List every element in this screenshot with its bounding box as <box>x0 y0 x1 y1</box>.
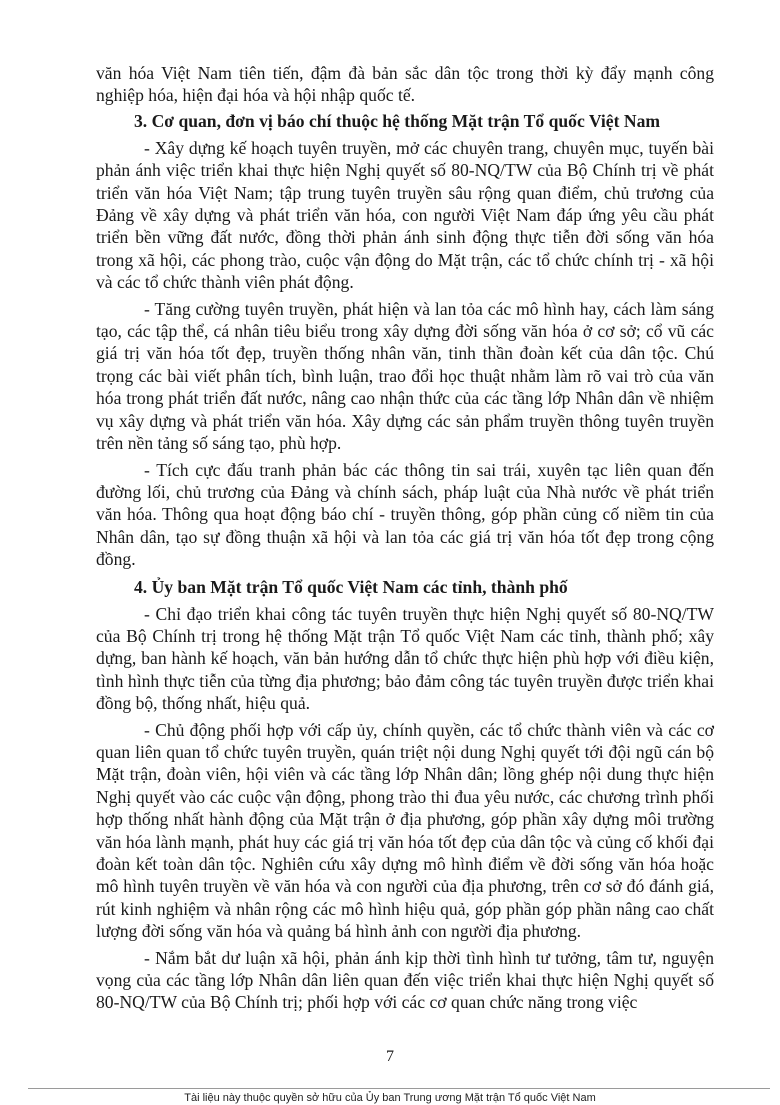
section-3-paragraph-2: - Tăng cường tuyên truyền, phát hiện và lan tỏa các mô hình hay, cách làm sáng tạo, các tập thể, cá nhân tiêu biểu trong xây dựng đời sống văn hóa ở cơ sở; cổ vũ các giá trị văn hóa tốt đẹp, truyền thống nhân văn, tinh thần đoàn kết của dân tộc. Chú trọng các bài viết phân tích, bình luận, trao đổi học thuật nhằm làm rõ vai trò của văn hóa trong phát triển đất nước, nâng cao nhận thức của các tầng lớp Nhân dân về nhiệm vụ xây dựng và phát triển văn hóa. Xây dựng các sản phẩm truyền thông tuyên truyền trên nền tảng số sáng tạo, phù hợp. <box>96 298 714 454</box>
section-3-paragraph-3: - Tích cực đấu tranh phản bác các thông tin sai trái, xuyên tạc liên quan đến đường lối, chủ trương của Đảng và chính sách, pháp luật của Nhà nước về phát triển văn hóa. Thông qua hoạt động báo chí - truyền thông, góp phần củng cố niềm tin của Nhân dân, tạo sự đồng thuận xã hội và lan tỏa các giá trị văn hóa tốt đẹp trong cộng đồng. <box>96 459 714 570</box>
footer-copyright: Tài liệu này thuộc quyền sở hữu của Ủy ban Trung ương Mặt trận Tổ quốc Việt Nam <box>184 1092 596 1104</box>
section-4-paragraph-3: - Nắm bắt dư luận xã hội, phản ánh kịp thời tình hình tư tưởng, tâm tư, nguyện vọng của các tầng lớp Nhân dân liên quan đến việc triển khai thực hiện Nghị quyết số 80-NQ/TW của Bộ Chính trị; phối hợp với các cơ quan chức năng trong việc <box>96 947 714 1013</box>
page-number: 7 <box>386 1048 394 1065</box>
opening-paragraph: văn hóa Việt Nam tiên tiến, đậm đà bản sắc dân tộc trong thời kỳ đẩy mạnh công nghiệp hóa, hiện đại hóa và hội nhập quốc tế. <box>96 63 714 106</box>
section-4-paragraph-2: - Chủ động phối hợp với cấp ủy, chính quyền, các tổ chức thành viên và các cơ quan liên quan tổ chức tuyên truyền, quán triệt nội dung Nghị quyết tới đội ngũ cán bộ Mặt trận, đoàn viên, hội viên và các tầng lớp Nhân dân; lồng ghép nội dung thực hiện Nghị quyết vào các cuộc vận động, phong trào thi đua yêu nước, các chương trình phối hợp thống nhất hành động của Mặt trận ở địa phương, góp phần xây dựng môi trường văn hóa lành mạnh, phát huy các giá trị văn hóa tốt đẹp của dân tộc và củng cố khối đại đoàn kết toàn dân tộc. Nghiên cứu xây dựng mô hình điểm về đời sống văn hóa hoặc mô hình tuyên truyền về văn hóa và con người của địa phương, trên cơ sở đó đánh giá, rút kinh nghiệm và nhân rộng các mô hình hiệu quả, góp phần góp phần nâng cao chất lượng đời sống văn hóa và quảng bá hình ảnh con người địa phương. <box>96 719 714 942</box>
section-3-heading: 3. Cơ quan, đơn vị báo chí thuộc hệ thống Mặt trận Tổ quốc Việt Nam <box>134 110 661 131</box>
section-4-paragraph-1: - Chỉ đạo triển khai công tác tuyên truyền thực hiện Nghị quyết số 80-NQ/TW của Bộ Chính trị trong hệ thống Mặt trận Tổ quốc Việt Nam các tỉnh, thành phố; xây dựng, ban hành kế hoạch, văn bản hướng dẫn tổ chức thực hiện phù hợp với điều kiện, tình hình thực tiễn của từng địa phương; bảo đảm công tác tuyên truyền được triển khai đồng bộ, thống nhất, hiệu quả. <box>96 603 714 714</box>
section-3-paragraph-1: - Xây dựng kế hoạch tuyên truyền, mở các chuyên trang, chuyên mục, tuyến bài phản ánh việc triển khai thực hiện Nghị quyết số 80-NQ/TW của Bộ Chính trị về phát triển văn hóa Việt Nam; tập trung tuyên truyền sâu rộng quan điểm, chủ trương của Đảng về xây dựng và phát triển văn hóa, con người Việt Nam đáp ứng yêu cầu phát triển bền vững đất nước, đồng thời phản ánh sinh động thực tiễn đời sống văn hóa trong xã hội, các phong trào, cuộc vận động do Mặt trận, các tổ chức chính trị - xã hội và các tổ chức thành viên phát động. <box>96 137 714 293</box>
document-body <box>96 62 714 1018</box>
footer-divider <box>28 1088 770 1089</box>
section-4-heading: 4. Ủy ban Mặt trận Tổ quốc Việt Nam các tỉnh, thành phố <box>134 576 568 597</box>
